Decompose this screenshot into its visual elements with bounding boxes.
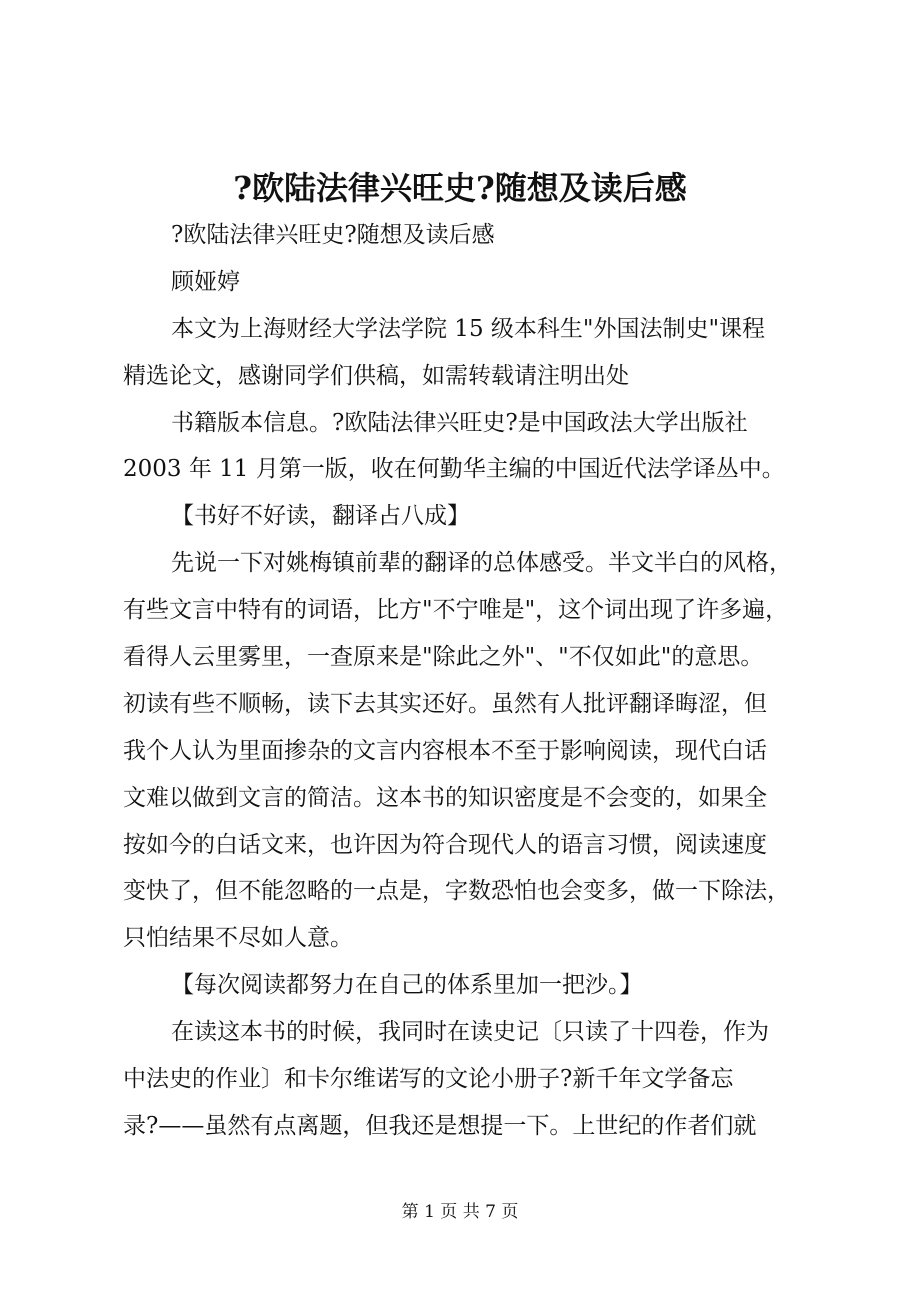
paragraph-line: 本文为上海财经大学法学院 15 级本科生"外国法制史"课程 xyxy=(171,315,766,342)
paragraph-line: 只怕结果不尽如人意。 xyxy=(123,925,353,952)
subtitle-line: ?欧陆法律兴旺史?随想及读后感 xyxy=(171,222,495,248)
paragraph-line: 变快了，但不能忽略的一点是，字数恐怕也会变多，做一下除法， xyxy=(123,878,790,905)
paragraph-line: 文难以做到文言的简洁。这本书的知识密度是不会变的，如果全 xyxy=(123,784,767,811)
page-footer: 第 1 页 共 7 页 xyxy=(401,1202,519,1222)
paragraph-line: 录?——虽然有点离题，但我还是想提一下。上世纪的作者们就 xyxy=(123,1112,757,1139)
document-body xyxy=(123,212,813,1150)
paragraph-line: 我个人认为里面掺杂的文言内容根本不至于影响阅读，现代白话 xyxy=(123,737,767,764)
paragraph-line: 在读这本书的时候，我同时在读史记〔只读了十四卷，作为 xyxy=(171,1019,769,1046)
document-title: ?欧陆法律兴旺史?随想及读后感 xyxy=(233,169,687,207)
paragraph-line: 精选论文，感谢同学们供稿，如需转载请注明出处 xyxy=(123,362,629,389)
paragraph-line: 有些文言中特有的词语，比方"不宁唯是"，这个词出现了许多遍， xyxy=(123,597,789,624)
paragraph-line: 初读有些不顺畅，读下去其实还好。虽然有人批评翻译晦涩，但 xyxy=(123,690,767,717)
author-line: 顾娅婷 xyxy=(171,268,240,295)
section-heading: 【每次阅读都努力在自己的体系里加一把沙。】 xyxy=(171,972,643,999)
paragraph-line: 看得人云里雾里，一查原来是"除此之外"、"不仅如此"的意思。 xyxy=(123,644,764,671)
paragraph-line: 书籍版本信息。?欧陆法律兴旺史?是中国政法大学出版社 xyxy=(171,409,748,436)
paragraph-line: 按如今的白话文来，也许因为符合现代人的语言习惯，阅读速度 xyxy=(123,831,767,858)
paragraph-line: 2003 年 11 月第一版，收在何勤华主编的中国近代法学译丛中。 xyxy=(123,456,785,483)
paragraph-line: 先说一下对姚梅镇前辈的翻译的总体感受。半文半白的风格， xyxy=(171,550,792,577)
section-heading: 【书好不好读，翻译占八成】 xyxy=(171,503,470,530)
paragraph-line: 中法史的作业〕和卡尔维诺写的文论小册子?新千年文学备忘 xyxy=(123,1066,734,1093)
